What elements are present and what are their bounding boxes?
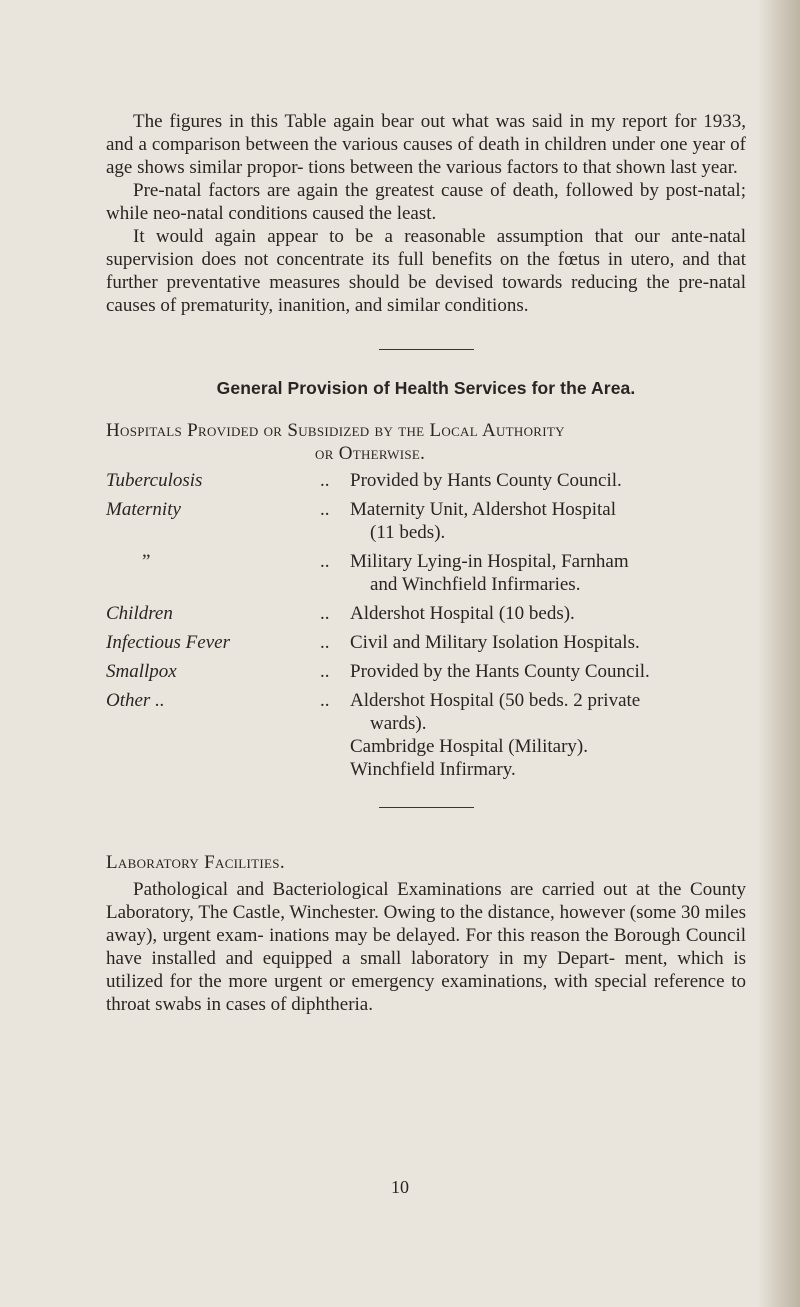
table-row [106,631,746,660]
description-line: Winchfield Infirmary. [350,759,516,780]
description-line: (11 beds). [370,522,446,543]
description-line: wards). [370,713,427,734]
description-line: Cambridge Hospital (Military). [350,736,588,757]
description-line: Aldershot Hospital (50 beds. 2 private [350,690,641,711]
table-row [106,550,746,602]
hospital-category: Tuberculosis [106,470,203,491]
description-line: Provided by Hants County Council. [350,470,622,491]
section-heading: General Provision of Health Services for the Area. [216,378,636,398]
hospital-description [350,602,746,631]
leader-dots: .. [320,690,330,711]
description-line: Military Lying-in Hospital, Farnham [350,551,629,572]
leader-dots: .. [320,499,330,520]
hospital-description [350,550,746,602]
hospital-category: Infectious Fever [106,632,230,653]
paragraph-figures: The figures in this Table again bear out what was said in my report for 1933, and a comparison between the various causes of death in children under one year of age shows similar propor- tions between the various factors to that shown last year. [106,111,746,178]
leader-dots: .. [320,470,330,491]
divider [379,349,474,350]
hospital-category: ” [142,551,151,572]
hospitals-heading-line1: Hospitals Provided or Subsidized by the Local Authority [106,420,565,441]
hospital-description [350,469,746,498]
description-line: Maternity Unit, Aldershot Hospital [350,499,616,520]
leader-dots: .. [320,603,330,624]
hospital-description [350,689,746,787]
description-line: Aldershot Hospital (10 beds). [350,603,575,624]
page-number: 10 [391,1177,409,1197]
hospital-description [350,498,746,550]
table-row [106,498,746,550]
leader-dots: .. [320,551,330,572]
leader-dots: .. [320,632,330,653]
divider [379,807,474,808]
hospital-category: Children [106,603,173,624]
hospital-description [350,631,746,660]
hospital-description [350,660,746,689]
table-row [106,660,746,689]
leader-dots: .. [320,661,330,682]
hospitals-table [106,469,746,787]
paragraph-antenatal: It would again appear to be a reasonable assumption that our ante-natal supervision does not concentrate its full benefits on the fœtus in utero, and that further preventative measures should be devised towards reducing the pre-natal causes of prematurity, inanition, and similar conditions. [106,226,746,316]
hospital-category: Smallpox [106,661,177,682]
laboratory-heading: Laboratory Facilities. [106,852,285,873]
description-line: and Winchfield Infirmaries. [370,574,581,595]
paragraph-prenatal: Pre-natal factors are again the greatest cause of death, followed by post-natal; while neo-natal conditions caused the least. [106,180,746,224]
hospital-category: Maternity [106,499,181,520]
table-row [106,469,746,498]
page-content [106,110,746,1016]
hospitals-heading [106,419,746,465]
table-row [106,602,746,631]
description-line: Civil and Military Isolation Hospitals. [350,632,640,653]
page-edge-shadow [758,0,800,1307]
table-row [106,689,746,787]
hospitals-heading-line2: or Otherwise. [315,443,426,464]
laboratory-paragraph: Pathological and Bacteriological Examinations are carried out at the County Laboratory, The Castle, Winchester. Owing to the distance, however (some 30 miles away), urgent exam- inations may be delayed. For this reason the Borough Council have installed and equipped a small laboratory in my Depart- ment, which is utilized for the more urgent or emergency examinations, with special reference to throat swabs in cases of diphtheria. [106,879,746,1015]
hospital-category: Other .. [106,690,165,711]
description-line: Provided by the Hants County Council. [350,661,650,682]
